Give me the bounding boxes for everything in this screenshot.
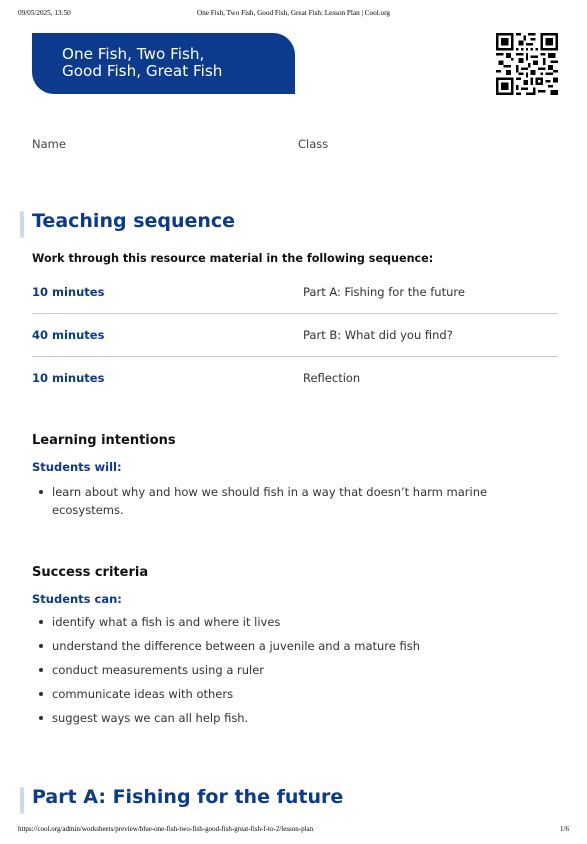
sequence-duration: 10 minutes [32,371,105,385]
list-item: conduct measurements using a ruler [32,661,532,679]
list-item: understand the difference between a juvenile and a mature fish [32,637,532,655]
print-footer [18,825,569,837]
sequence-duration: 40 minutes [32,328,105,342]
success-criteria-heading: Success criteria [32,565,149,580]
row-divider [32,313,558,314]
name-field-label: Name [32,137,66,151]
section-accent-bar [20,211,24,238]
print-timestamp: 09/05/2025, 13:50 [18,9,71,17]
title-line-1: One Fish, Two Fish, [62,45,205,63]
sequence-activity: Reflection [303,371,361,385]
sequence-activity: Part B: What did you find? [303,328,453,342]
sequence-row [32,371,558,413]
print-url: https://cool.org/admin/worksheets/preview/blue-one-fish-two-fish-good-fish-great-fish-f-to-2/lesson-plan [18,825,314,833]
title-line-2: Good Fish, Great Fish [62,62,223,80]
print-document-title: One Fish, Two Fish, Good Fish, Great Fish: Lesson Plan | Cool.org [197,9,390,17]
list-item: suggest ways we can all help fish. [32,709,532,727]
learning-intentions-list [32,483,532,525]
qr-code-icon [496,33,558,95]
section-accent-bar [20,787,24,814]
list-item: identify what a fish is and where it lives [32,613,532,631]
learning-intentions-heading: Learning intentions [32,433,176,448]
title-banner [32,33,295,94]
print-header [18,9,569,21]
sequence-instruction: Work through this resource material in the following sequence: [32,252,434,265]
list-item: communicate ideas with others [32,685,532,703]
sequence-duration: 10 minutes [32,285,105,299]
sequence-activity: Part A: Fishing for the future [303,285,465,299]
sequence-row [32,328,558,370]
teaching-sequence-heading: Teaching sequence [32,210,236,232]
class-field-label: Class [298,137,329,151]
row-divider [32,356,558,357]
page-number: 1/6 [560,825,569,833]
success-criteria-list [32,613,532,733]
part-a-heading: Part A: Fishing for the future [32,786,344,808]
students-will-lead: Students will: [32,460,122,474]
list-item: learn about why and how we should fish in a way that doesn’t harm marine ecosystems. [32,483,532,519]
sequence-row [32,285,558,327]
students-can-lead: Students can: [32,592,122,606]
